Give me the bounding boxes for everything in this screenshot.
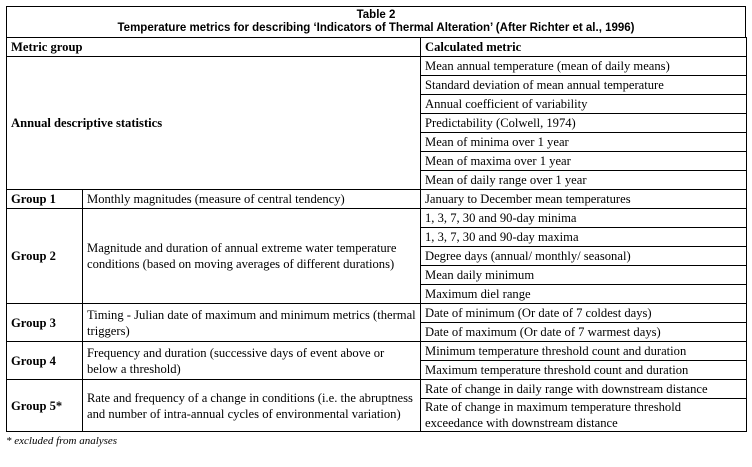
metric-cell: Mean of maxima over 1 year [421,152,747,171]
table-row [7,190,747,209]
metric-cell: 1, 3, 7, 30 and 90-day maxima [421,228,747,247]
metric-cell: Maximum temperature threshold count and duration [421,361,747,380]
metric-cell: Mean of daily range over 1 year [421,171,747,190]
metric-cell: Rate of change in daily range with downstream distance [421,380,747,399]
metric-cell: Mean annual temperature (mean of daily means) [421,57,747,76]
group3-description: Timing - Julian date of maximum and minimum metrics (thermal triggers) [83,304,421,342]
metric-cell: Minimum temperature threshold count and duration [421,342,747,361]
group1-label: Group 1 [7,190,83,209]
group4-description: Frequency and duration (successive days of event above or below a threshold) [83,342,421,380]
group5-description: Rate and frequency of a change in conditions (i.e. the abruptness and number of intra-annual cycles of environmental variation) [83,380,421,432]
table-row [7,304,747,323]
metric-cell: January to December mean temperatures [421,190,747,209]
group1-description: Monthly magnitudes (measure of central tendency) [83,190,421,209]
group4-label: Group 4 [7,342,83,380]
table-row [7,57,747,76]
metric-cell: Degree days (annual/ monthly/ seasonal) [421,247,747,266]
caption-title: Temperature metrics for describing ‘Indicators of Thermal Alteration’ (After Richter et al., 1996) [117,22,635,34]
metric-cell: Annual coefficient of variability [421,95,747,114]
group5-label: Group 5* [7,380,83,432]
header-row [7,38,747,57]
group3-label: Group 3 [7,304,83,342]
table-row [7,342,747,361]
header-calculated-metric: Calculated metric [421,38,747,57]
metric-cell: 1, 3, 7, 30 and 90-day minima [421,209,747,228]
metric-cell: Mean of minima over 1 year [421,133,747,152]
metric-cell: Standard deviation of mean annual temperature [421,76,747,95]
metric-cell: Predictability (Colwell, 1974) [421,114,747,133]
metric-cell: Mean daily minimum [421,266,747,285]
group2-description: Magnitude and duration of annual extreme water temperature conditions (based on moving averages of different durations) [83,209,421,304]
metrics-table [6,37,747,432]
table-caption [6,6,746,37]
table-container [6,6,746,447]
metric-cell: Date of maximum (Or date of 7 warmest days) [421,323,747,342]
metric-cell: Rate of change in maximum temperature threshold exceedance with downstream distance [421,399,747,432]
group2-label: Group 2 [7,209,83,304]
table-row [7,209,747,228]
metric-cell: Maximum diel range [421,285,747,304]
annual-group-label: Annual descriptive statistics [7,57,421,190]
caption-number: Table 2 [356,9,396,21]
table-row [7,380,747,399]
header-metric-group: Metric group [7,38,421,57]
metric-cell: Date of minimum (Or date of 7 coldest days) [421,304,747,323]
table-footnote: * excluded from analyses [6,435,118,447]
